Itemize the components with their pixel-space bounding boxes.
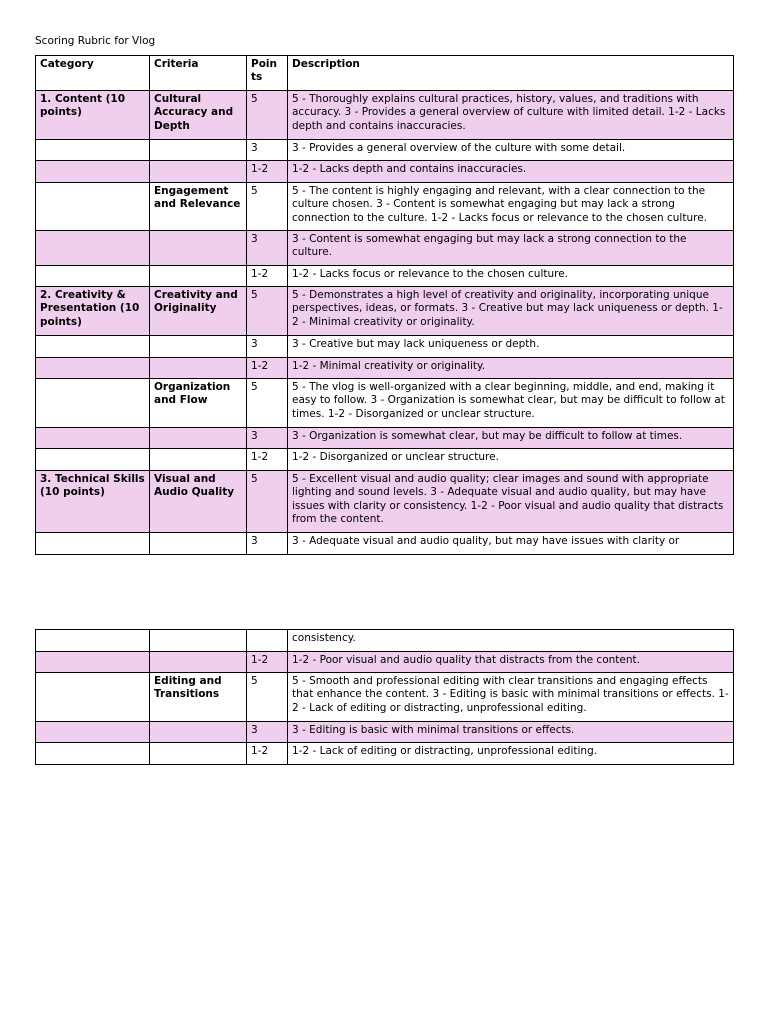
cell-category [36, 266, 150, 287]
cell-description: 5 - The vlog is well-organized with a clear beginning, middle, and end, making it easy to follow. 3 - Organization is somewhat clear, but may be difficult to follow at times. 1-2 - Disorganized or unclear structure. [288, 379, 734, 428]
cell-category [36, 533, 150, 555]
cell-category [36, 673, 150, 722]
header-row [36, 56, 734, 91]
table-row [36, 471, 734, 533]
cell-category [36, 743, 150, 765]
table-row [36, 231, 734, 266]
cell-category [36, 428, 150, 449]
cell-criteria: Organization and Flow [150, 379, 247, 428]
cell-description: 1-2 - Minimal creativity or originality. [288, 358, 734, 379]
header-category: Category [36, 56, 150, 91]
cell-description: 5 - The content is highly engaging and relevant, with a clear connection to the culture chosen. 3 - Content is somewhat engaging but may lack a strong connection to the culture. 1-2 - Lacks focus or relevance to the chosen culture. [288, 183, 734, 231]
cell-points: 3 [247, 533, 288, 555]
cell-category: 1. Content (10 points) [36, 91, 150, 140]
cell-points: 1-2 [247, 266, 288, 287]
cell-category: 2. Creativity & Presentation (10 points) [36, 287, 150, 336]
header-description: Description [288, 56, 734, 91]
cell-description: 3 - Creative but may lack uniqueness or depth. [288, 336, 734, 358]
header-points: Poin ts [247, 56, 288, 91]
rubric-table-continued [35, 629, 734, 765]
cell-criteria [150, 722, 247, 743]
cell-points: 5 [247, 287, 288, 336]
table-row [36, 336, 734, 358]
cell-criteria [150, 336, 247, 358]
cell-points: 3 [247, 231, 288, 266]
table-row [36, 428, 734, 449]
cell-criteria [150, 533, 247, 555]
cell-criteria: Editing and Transitions [150, 673, 247, 722]
cell-points: 1-2 [247, 449, 288, 471]
table-row [36, 652, 734, 673]
cell-criteria [150, 161, 247, 183]
cell-criteria [150, 743, 247, 765]
cell-criteria [150, 652, 247, 673]
cell-category [36, 358, 150, 379]
header-criteria: Criteria [150, 56, 247, 91]
table-row [36, 140, 734, 161]
cell-points: 1-2 [247, 743, 288, 765]
cell-criteria: Engagement and Relevance [150, 183, 247, 231]
cell-description: 3 - Organization is somewhat clear, but may be difficult to follow at times. [288, 428, 734, 449]
cell-description: 3 - Content is somewhat engaging but may lack a strong connection to the culture. [288, 231, 734, 266]
table-row [36, 91, 734, 140]
cell-points [247, 630, 288, 652]
cell-criteria [150, 428, 247, 449]
table-row [36, 161, 734, 183]
table-row [36, 630, 734, 652]
cell-criteria [150, 358, 247, 379]
table-row [36, 722, 734, 743]
cell-description: 3 - Adequate visual and audio quality, but may have issues with clarity or [288, 533, 734, 555]
cell-criteria [150, 231, 247, 266]
cell-description: 1-2 - Lacks focus or relevance to the chosen culture. [288, 266, 734, 287]
cell-category [36, 449, 150, 471]
cell-criteria: Creativity and Originality [150, 287, 247, 336]
cell-category [36, 630, 150, 652]
cell-description: 5 - Smooth and professional editing with clear transitions and engaging effects that enhance the content. 3 - Editing is basic with minimal transitions or effects. 1-2 - Lack of editing or distracting, unprofessional editing. [288, 673, 734, 722]
cell-category [36, 140, 150, 161]
table-row [36, 533, 734, 555]
cell-points: 3 [247, 722, 288, 743]
cell-category [36, 231, 150, 266]
cell-category [36, 183, 150, 231]
cell-category [36, 722, 150, 743]
cell-description: 1-2 - Disorganized or unclear structure. [288, 449, 734, 471]
cell-description: 3 - Editing is basic with minimal transitions or effects. [288, 722, 734, 743]
table-row [36, 449, 734, 471]
cell-criteria [150, 140, 247, 161]
cell-points: 5 [247, 471, 288, 533]
cell-points: 3 [247, 336, 288, 358]
cell-points: 5 [247, 379, 288, 428]
table-row [36, 358, 734, 379]
table-row [36, 673, 734, 722]
cell-points: 5 [247, 91, 288, 140]
cell-points: 1-2 [247, 358, 288, 379]
cell-criteria: Cultural Accuracy and Depth [150, 91, 247, 140]
cell-criteria [150, 266, 247, 287]
cell-description: 5 - Thoroughly explains cultural practices, history, values, and traditions with accuracy. 3 - Provides a general overview of culture with limited detail. 1-2 - Lacks depth and contains inaccuracies. [288, 91, 734, 140]
cell-points: 1-2 [247, 652, 288, 673]
cell-description: 1-2 - Lack of editing or distracting, unprofessional editing. [288, 743, 734, 765]
cell-category [36, 336, 150, 358]
cell-description: 1-2 - Lacks depth and contains inaccuracies. [288, 161, 734, 183]
cell-description: 5 - Excellent visual and audio quality; clear images and sound with appropriate lighting and sound levels. 3 - Adequate visual and audio quality, but may have issues with clarity or consistency. 1-2 - Poor visual and audio quality that distracts from the content. [288, 471, 734, 533]
cell-category [36, 379, 150, 428]
cell-points: 5 [247, 673, 288, 722]
cell-points: 3 [247, 428, 288, 449]
cell-description: 1-2 - Poor visual and audio quality that distracts from the content. [288, 652, 734, 673]
cell-points: 1-2 [247, 161, 288, 183]
cell-points: 3 [247, 140, 288, 161]
cell-criteria [150, 449, 247, 471]
cell-description: 3 - Provides a general overview of the culture with some detail. [288, 140, 734, 161]
cell-criteria [150, 630, 247, 652]
cell-criteria: Visual and Audio Quality [150, 471, 247, 533]
cell-description: consistency. [288, 630, 734, 652]
document-title: Scoring Rubric for Vlog [35, 35, 156, 47]
table-row [36, 379, 734, 428]
rubric-table [35, 55, 734, 555]
cell-category [36, 652, 150, 673]
table-row [36, 287, 734, 336]
table-row [36, 266, 734, 287]
table-row [36, 743, 734, 765]
cell-category [36, 161, 150, 183]
cell-category: 3. Technical Skills (10 points) [36, 471, 150, 533]
table-row [36, 183, 734, 231]
cell-points: 5 [247, 183, 288, 231]
cell-description: 5 - Demonstrates a high level of creativity and originality, incorporating unique perspectives, ideas, or formats. 3 - Creative but may lack uniqueness or depth. 1-2 - Minimal creativity or originality. [288, 287, 734, 336]
